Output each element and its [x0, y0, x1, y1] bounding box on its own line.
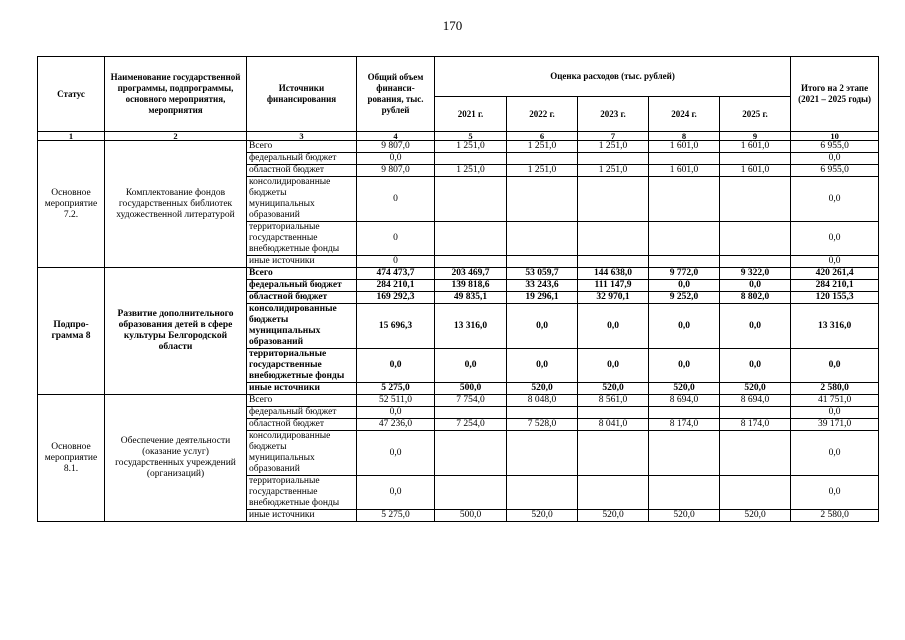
year-cell: [649, 431, 720, 476]
year-cell: 8 048,0: [507, 395, 578, 407]
final-cell: 2 580,0: [791, 383, 879, 395]
year-cell: [507, 431, 578, 476]
source-cell: федеральный бюджет: [247, 280, 357, 292]
source-cell: консолидированные бюджеты муниципальных образований: [247, 177, 357, 222]
final-cell: 0,0: [791, 177, 879, 222]
year-cell: 139 818,6: [435, 280, 507, 292]
year-cell: [720, 407, 791, 419]
header-total: Общий объем финанси-рования, тыс. рублей: [357, 57, 435, 132]
source-cell: территориальные государственные внебюджетные фонды: [247, 349, 357, 383]
header-name: Наименование государственной программы, подпрограммы, основного мероприятия, мероприятия: [105, 57, 247, 132]
source-cell: иные источники: [247, 256, 357, 268]
column-number: 2: [105, 132, 247, 141]
table-row: [38, 141, 879, 153]
year-cell: 1 601,0: [720, 165, 791, 177]
column-number: 3: [247, 132, 357, 141]
year-cell: [578, 177, 649, 222]
year-cell: 111 147,9: [578, 280, 649, 292]
year-cell: [578, 476, 649, 510]
source-cell: областной бюджет: [247, 292, 357, 304]
total-cell: 0: [357, 177, 435, 222]
source-cell: Всего: [247, 141, 357, 153]
year-cell: 0,0: [507, 304, 578, 349]
year-cell: [578, 431, 649, 476]
year-cell: [578, 256, 649, 268]
year-cell: 49 835,1: [435, 292, 507, 304]
year-cell: 0,0: [649, 349, 720, 383]
total-cell: 47 236,0: [357, 419, 435, 431]
total-cell: 0,0: [357, 476, 435, 510]
year-cell: 9 252,0: [649, 292, 720, 304]
final-cell: 41 751,0: [791, 395, 879, 407]
year-cell: 520,0: [649, 510, 720, 522]
final-cell: 0,0: [791, 476, 879, 510]
year-cell: 8 694,0: [720, 395, 791, 407]
year-cell: [435, 153, 507, 165]
total-cell: 52 511,0: [357, 395, 435, 407]
total-cell: 0,0: [357, 153, 435, 165]
final-cell: 120 155,3: [791, 292, 879, 304]
year-cell: 13 316,0: [435, 304, 507, 349]
year-cell: [720, 153, 791, 165]
year-cell: 520,0: [649, 383, 720, 395]
source-cell: федеральный бюджет: [247, 407, 357, 419]
financing-table: [37, 56, 879, 522]
block-name: Комплектование фондов государственных библиотек художественной литературой: [105, 141, 247, 268]
year-cell: 500,0: [435, 383, 507, 395]
year-cell: 0,0: [720, 349, 791, 383]
year-cell: 1 601,0: [649, 165, 720, 177]
source-cell: консолидированные бюджеты муниципальных образований: [247, 431, 357, 476]
total-cell: 9 807,0: [357, 141, 435, 153]
block-status: Основное мероприятие 8.1.: [38, 395, 105, 522]
header-estimate: Оценка расходов (тыс. рублей): [435, 57, 791, 97]
year-cell: 0,0: [578, 349, 649, 383]
year-cell: 1 251,0: [435, 165, 507, 177]
total-cell: 0,0: [357, 431, 435, 476]
column-number: 9: [720, 132, 791, 141]
year-cell: [649, 222, 720, 256]
year-cell: 0,0: [720, 304, 791, 349]
year-cell: [720, 476, 791, 510]
source-cell: территориальные государственные внебюджетные фонды: [247, 222, 357, 256]
year-cell: [578, 407, 649, 419]
year-cell: [649, 177, 720, 222]
year-cell: 7 754,0: [435, 395, 507, 407]
final-cell: 6 955,0: [791, 165, 879, 177]
year-cell: [435, 177, 507, 222]
final-cell: 420 261,4: [791, 268, 879, 280]
year-cell: 520,0: [578, 510, 649, 522]
block-status: Подпро-грамма 8: [38, 268, 105, 395]
year-cell: 520,0: [507, 510, 578, 522]
column-number: 6: [507, 132, 578, 141]
column-numbers-row: [38, 132, 879, 141]
total-cell: 169 292,3: [357, 292, 435, 304]
block-name: Обеспечение деятельности (оказание услуг) государственных учреждений (организаций): [105, 395, 247, 522]
year-cell: 8 174,0: [649, 419, 720, 431]
column-number: 4: [357, 132, 435, 141]
source-cell: консолидированные бюджеты муниципальных образований: [247, 304, 357, 349]
year-cell: [649, 407, 720, 419]
source-cell: федеральный бюджет: [247, 153, 357, 165]
year-cell: 0,0: [578, 304, 649, 349]
year-cell: 7 254,0: [435, 419, 507, 431]
year-cell: [649, 153, 720, 165]
total-cell: 0,0: [357, 349, 435, 383]
final-cell: 284 210,1: [791, 280, 879, 292]
column-number: 10: [791, 132, 879, 141]
year-cell: [435, 407, 507, 419]
year-cell: 1 601,0: [720, 141, 791, 153]
year-cell: 1 251,0: [578, 141, 649, 153]
header-year: 2025 г.: [720, 97, 791, 132]
header-final: Итого на 2 этапе (2021 – 2025 годы): [791, 57, 879, 132]
year-cell: 1 251,0: [578, 165, 649, 177]
header-year: 2024 г.: [649, 97, 720, 132]
final-cell: 13 316,0: [791, 304, 879, 349]
total-cell: 284 210,1: [357, 280, 435, 292]
total-cell: 0: [357, 222, 435, 256]
total-cell: 0: [357, 256, 435, 268]
final-cell: 0,0: [791, 407, 879, 419]
year-cell: [720, 222, 791, 256]
year-cell: [720, 431, 791, 476]
year-cell: [435, 476, 507, 510]
source-cell: областной бюджет: [247, 419, 357, 431]
year-cell: 1 251,0: [435, 141, 507, 153]
table-row: [38, 395, 879, 407]
year-cell: 9 772,0: [649, 268, 720, 280]
year-cell: 1 251,0: [507, 141, 578, 153]
year-cell: 33 243,6: [507, 280, 578, 292]
total-cell: 15 696,3: [357, 304, 435, 349]
year-cell: [507, 476, 578, 510]
year-cell: 0,0: [720, 280, 791, 292]
year-cell: [507, 256, 578, 268]
year-cell: 19 296,1: [507, 292, 578, 304]
source-cell: иные источники: [247, 510, 357, 522]
year-cell: 500,0: [435, 510, 507, 522]
year-cell: 0,0: [507, 349, 578, 383]
header-sources: Источники финансирования: [247, 57, 357, 132]
year-cell: [578, 153, 649, 165]
year-cell: 8 174,0: [720, 419, 791, 431]
year-cell: [649, 256, 720, 268]
year-cell: [435, 431, 507, 476]
column-number: 7: [578, 132, 649, 141]
year-cell: 520,0: [720, 510, 791, 522]
year-cell: 520,0: [507, 383, 578, 395]
header-year: 2023 г.: [578, 97, 649, 132]
total-cell: 9 807,0: [357, 165, 435, 177]
total-cell: 5 275,0: [357, 383, 435, 395]
year-cell: 0,0: [435, 349, 507, 383]
year-cell: 9 322,0: [720, 268, 791, 280]
header-year: 2021 г.: [435, 97, 507, 132]
final-cell: 0,0: [791, 431, 879, 476]
year-cell: [435, 222, 507, 256]
year-cell: 0,0: [649, 304, 720, 349]
source-cell: иные источники: [247, 383, 357, 395]
column-number: 1: [38, 132, 105, 141]
final-cell: 0,0: [791, 349, 879, 383]
year-cell: 32 970,1: [578, 292, 649, 304]
final-cell: 2 580,0: [791, 510, 879, 522]
year-cell: [578, 222, 649, 256]
year-cell: 8 561,0: [578, 395, 649, 407]
year-cell: [720, 177, 791, 222]
final-cell: 0,0: [791, 256, 879, 268]
final-cell: 0,0: [791, 222, 879, 256]
column-number: 5: [435, 132, 507, 141]
year-cell: [720, 256, 791, 268]
year-cell: 1 601,0: [649, 141, 720, 153]
year-cell: [507, 407, 578, 419]
year-cell: 1 251,0: [507, 165, 578, 177]
table-row: [38, 268, 879, 280]
year-cell: 203 469,7: [435, 268, 507, 280]
block-status: Основное мероприятие 7.2.: [38, 141, 105, 268]
block-name: Развитие дополнительного образования детей в сфере культуры Белгородской области: [105, 268, 247, 395]
source-cell: Всего: [247, 268, 357, 280]
total-cell: 474 473,7: [357, 268, 435, 280]
source-cell: территориальные государственные внебюджетные фонды: [247, 476, 357, 510]
final-cell: 6 955,0: [791, 141, 879, 153]
final-cell: 39 171,0: [791, 419, 879, 431]
year-cell: [507, 177, 578, 222]
source-cell: Всего: [247, 395, 357, 407]
year-cell: 144 638,0: [578, 268, 649, 280]
total-cell: 5 275,0: [357, 510, 435, 522]
year-cell: [507, 153, 578, 165]
source-cell: областной бюджет: [247, 165, 357, 177]
year-cell: 8 694,0: [649, 395, 720, 407]
year-cell: [435, 256, 507, 268]
year-cell: 8 802,0: [720, 292, 791, 304]
final-cell: 0,0: [791, 153, 879, 165]
header-status: Статус: [38, 57, 105, 132]
year-cell: [507, 222, 578, 256]
year-cell: 7 528,0: [507, 419, 578, 431]
column-number: 8: [649, 132, 720, 141]
year-cell: 53 059,7: [507, 268, 578, 280]
year-cell: 520,0: [578, 383, 649, 395]
year-cell: [649, 476, 720, 510]
year-cell: 520,0: [720, 383, 791, 395]
year-cell: 0,0: [649, 280, 720, 292]
year-cell: 8 041,0: [578, 419, 649, 431]
total-cell: 0,0: [357, 407, 435, 419]
header-year: 2022 г.: [507, 97, 578, 132]
page-number: 170: [442, 18, 463, 33]
